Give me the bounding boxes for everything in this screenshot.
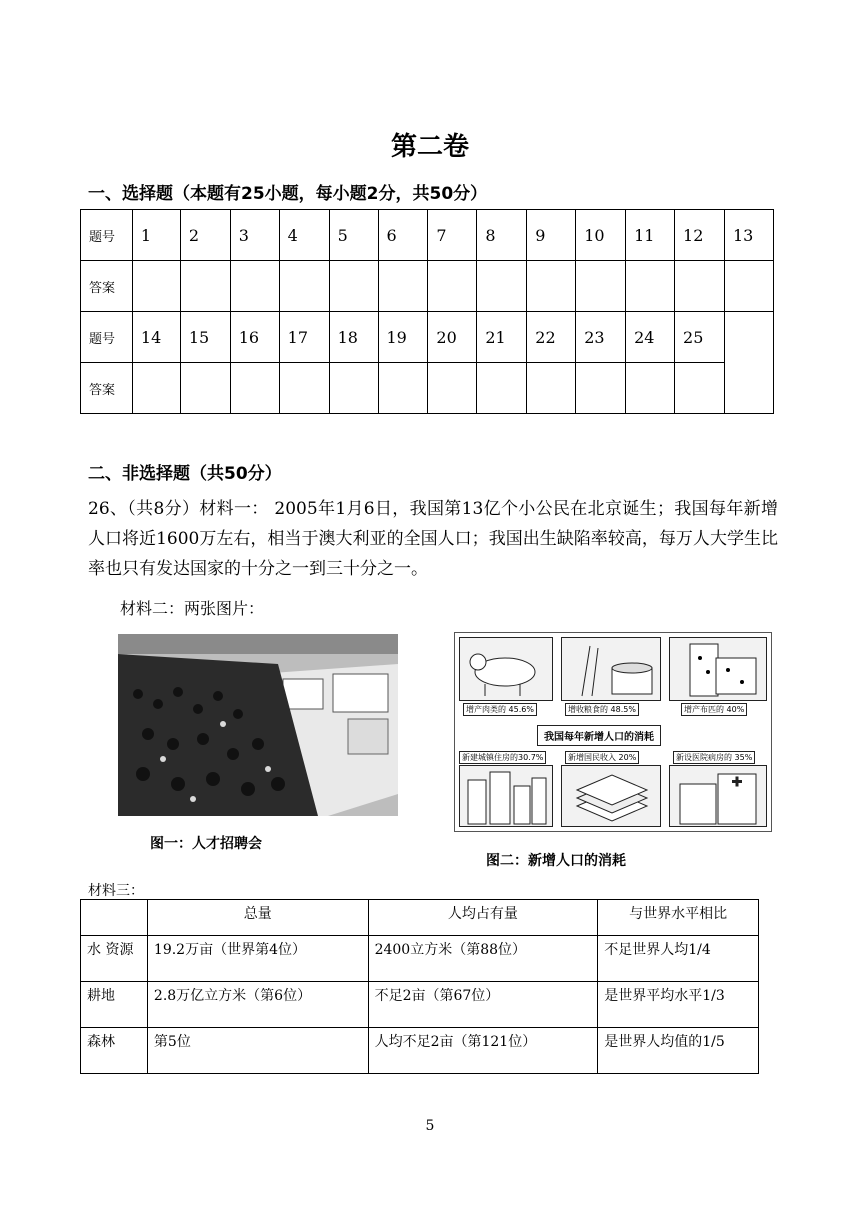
answer-cell[interactable]	[180, 363, 230, 414]
question-number: 4	[279, 210, 329, 261]
answer-cell[interactable]	[576, 261, 626, 312]
answer-cell[interactable]	[527, 261, 576, 312]
hospital-label: 新设医院病房的 35%	[673, 751, 755, 764]
row-answers-1	[81, 261, 774, 312]
population-consumption-illustration	[454, 632, 772, 832]
row-answers-2	[81, 363, 774, 414]
question-number: 7	[428, 210, 477, 261]
grain-panel	[561, 637, 661, 701]
question-number: 2	[180, 210, 230, 261]
table-row	[81, 1028, 759, 1074]
question-number: 11	[626, 210, 675, 261]
material3-label: 材料三：	[88, 883, 144, 899]
question-number: 23	[576, 312, 626, 363]
material2-intro: 材料二：两张图片：	[120, 599, 265, 618]
answer-cell[interactable]	[279, 261, 329, 312]
table-cell: 19.2万亩（世界第4位）	[147, 936, 368, 982]
answer-cell[interactable]	[576, 363, 626, 414]
row-label: 题号	[81, 312, 133, 363]
cloth-panel	[669, 637, 767, 701]
question-number: 16	[230, 312, 279, 363]
answer-cell[interactable]	[378, 363, 428, 414]
table-row	[81, 982, 759, 1028]
question-number: 9	[527, 210, 576, 261]
table-header: 与世界水平相比	[598, 900, 759, 936]
question-number: 18	[329, 312, 378, 363]
question-number: 6	[378, 210, 428, 261]
answer-cell[interactable]	[428, 261, 477, 312]
fig2-caption: 图二：新增人口的消耗	[486, 853, 626, 869]
row-numbers-1	[81, 210, 774, 261]
answer-cell[interactable]	[477, 261, 527, 312]
table-cell: 2.8万亿立方米（第6位）	[147, 982, 368, 1028]
question-number: 25	[675, 312, 725, 363]
question-number: 22	[527, 312, 576, 363]
answer-cell[interactable]	[180, 261, 230, 312]
answer-grid	[80, 209, 774, 414]
center-label: 我国每年新增人口的消耗	[537, 725, 661, 746]
table-header	[81, 900, 148, 936]
table-header: 总量	[147, 900, 368, 936]
table-cell: 森林	[81, 1028, 148, 1074]
table-cell: 人均不足2亩（第121位）	[368, 1028, 598, 1074]
answer-cell[interactable]	[132, 363, 180, 414]
table-header-row	[81, 900, 759, 936]
answer-cell[interactable]	[527, 363, 576, 414]
row-numbers-2	[81, 312, 774, 363]
cloth-icon	[670, 638, 766, 700]
section2-heading: 二、非选择题（共50分）	[88, 464, 282, 484]
table-cell: 水 资源	[81, 936, 148, 982]
answer-cell[interactable]	[626, 363, 675, 414]
cattle-panel	[459, 637, 553, 701]
row-label: 答案	[81, 363, 133, 414]
row-label: 答案	[81, 261, 133, 312]
page-title: 第二卷	[390, 132, 469, 162]
page-number: 5	[425, 1118, 435, 1134]
answer-cell[interactable]	[329, 261, 378, 312]
table-cell: 是世界平均水平1/3	[598, 982, 759, 1028]
table-cell: 不足世界人均1/4	[598, 936, 759, 982]
answer-cell[interactable]	[626, 261, 675, 312]
question-number: 3	[230, 210, 279, 261]
housing-panel	[459, 765, 553, 827]
answer-cell[interactable]	[279, 363, 329, 414]
row-label: 题号	[81, 210, 133, 261]
question-number: 10	[576, 210, 626, 261]
question-number: 15	[180, 312, 230, 363]
question-number: 1	[132, 210, 180, 261]
answer-cell[interactable]	[675, 261, 725, 312]
money-stack-icon	[562, 766, 660, 826]
buildings-icon	[460, 766, 552, 826]
answer-cell[interactable]	[477, 363, 527, 414]
q26-material1: 26、（共8分）材料一： 2005年1月6日，我国第13亿个小公民在北京诞生；我国每年新增人口将近1600万左右，相当于澳大利亚的全国人口；我国出生缺陷率较高，每万人大学生比率也只有发达国家的十分之一到三十分之一。	[88, 499, 778, 579]
section1-heading: 一、选择题（本题有25小题，每小题2分，共50分）	[88, 184, 488, 204]
question-number: 8	[477, 210, 527, 261]
answer-cell[interactable]	[724, 261, 773, 312]
answer-cell[interactable]	[428, 363, 477, 414]
housing-label: 新建城镇住房的30.7%	[459, 751, 546, 764]
answer-cell[interactable]	[230, 363, 279, 414]
meat-label: 增产肉类的 45.6%	[463, 703, 537, 716]
table-cell: 第5位	[147, 1028, 368, 1074]
question-number: 19	[378, 312, 428, 363]
table-cell: 耕地	[81, 982, 148, 1028]
answer-cell[interactable]	[378, 261, 428, 312]
hospital-panel	[669, 765, 767, 827]
grain-icon	[562, 638, 660, 700]
job-fair-photo	[118, 634, 398, 816]
question-number: 13	[724, 210, 773, 261]
crowd-image	[118, 634, 398, 816]
table-header: 人均占有量	[368, 900, 598, 936]
income-panel	[561, 765, 661, 827]
answer-cell[interactable]	[329, 363, 378, 414]
cattle-icon	[460, 638, 552, 700]
table-row	[81, 936, 759, 982]
hospital-icon	[670, 766, 766, 826]
question-number: 12	[675, 210, 725, 261]
question-number: 5	[329, 210, 378, 261]
table-cell: 不足2亩（第67位）	[368, 982, 598, 1028]
table-cell: 是世界人均值的1/5	[598, 1028, 759, 1074]
answer-cell[interactable]	[132, 261, 180, 312]
income-label: 新增国民收入 20%	[565, 751, 639, 764]
question-number: 14	[132, 312, 180, 363]
fig1-caption: 图一：人才招聘会	[150, 836, 262, 852]
resource-table	[80, 899, 759, 1074]
grain-label: 增收粮食的 48.5%	[565, 703, 639, 716]
question-number: 20	[428, 312, 477, 363]
answer-cell[interactable]	[675, 363, 725, 414]
question-number: 21	[477, 312, 527, 363]
table-cell: 2400立方米（第88位）	[368, 936, 598, 982]
answer-cell[interactable]	[230, 261, 279, 312]
question-number: 17	[279, 312, 329, 363]
empty-cell	[724, 312, 773, 414]
cloth-label: 增产布匹的 40%	[681, 703, 747, 716]
question-number: 24	[626, 312, 675, 363]
